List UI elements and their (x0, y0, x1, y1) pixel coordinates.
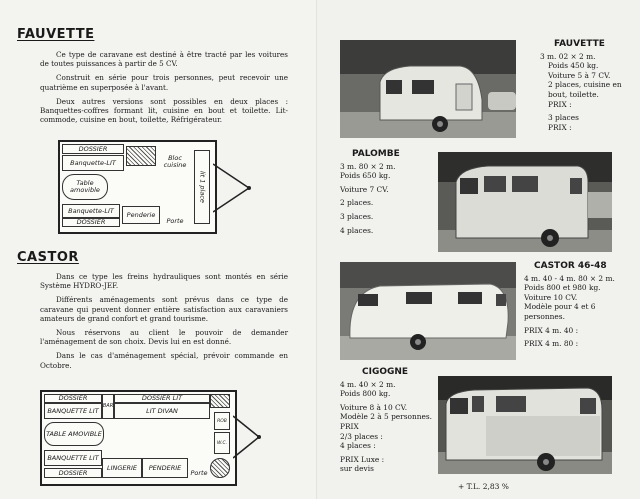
spec-line: 3 m. 80 × 2 m. (340, 161, 396, 171)
cigogne-photo (438, 376, 612, 474)
plan-dossier: DOSSIER (44, 468, 102, 478)
fauvette-floor-plan (58, 140, 217, 234)
plan-stove (210, 394, 230, 408)
plan-dossier-lit: DOSSIER LIT (114, 394, 210, 403)
plan-wc: W.C. (214, 432, 230, 454)
spec-line: PRIX 4 m. 80 : (524, 339, 579, 349)
spec-line: Voiture 10 CV. (524, 292, 578, 302)
fauvette-spec-title: FAUVETTE (554, 39, 605, 49)
castor-specs (524, 262, 636, 349)
tow-hitch-icon (233, 412, 263, 462)
right-page (318, 0, 640, 499)
left-page (0, 0, 318, 499)
plan-table: Table amovible (62, 174, 108, 200)
plan-dossier: DOSSIER (44, 394, 102, 403)
cigogne-spec-title: CIGOGNE (362, 367, 409, 377)
plan-toilet (210, 458, 230, 478)
plan-banquette: BANQUETTE LIT (44, 450, 102, 466)
spec-line: Voiture 8 à 10 CV. (340, 402, 408, 412)
spec-line: Modèle 2 à 5 personnes. (340, 412, 432, 422)
plan-dossier: DOSSIER (62, 218, 120, 227)
spec-line: Poids 650 kg. (340, 171, 391, 181)
spec-line: 4 places : (340, 441, 376, 451)
castor-heading: CASTOR (17, 250, 79, 265)
fauvette-specs (540, 40, 636, 132)
plan-banquette: Banquette-LIT (62, 155, 124, 171)
spec-line: Poids 450 kg. (548, 61, 599, 71)
fauvette-paragraph: Ce type de caravane est destiné à être tracté par les voitures de toutes puissances à partir de 5 CV. (40, 50, 288, 69)
spec-line: Voiture 7 CV. (340, 184, 389, 194)
tow-hitch-icon (213, 158, 253, 218)
plan-porte: Porte (190, 468, 208, 477)
plan-penderie: Penderie (122, 206, 160, 224)
spec-line: Voiture 5 à 7 CV. (548, 70, 611, 80)
plan-lingerie: LINGERIE (102, 458, 142, 478)
castor-description (40, 272, 288, 375)
spec-line: 4 m. 40 × 2 m. (340, 379, 396, 389)
castor-paragraph: Dans ce type les freins hydrauliques sont montés en série Système HYDRO-JEF. (40, 272, 288, 291)
spec-line: 3 places (548, 113, 579, 123)
plan-banquette: Banquette-LIT (62, 204, 120, 218)
spec-line: 3 m. 02 × 2 m. (540, 51, 596, 61)
fauvette-paragraph: Deux autres versions sont possibles en deux places : Banquettes-coffres formant lit, cuisine en bout et toilette. Lit-commode, cuisine en bout, toilette, Réfrigérateur. (40, 96, 288, 125)
plan-lit-place: lit 1 place (194, 150, 210, 224)
spec-line: 4 m. 40 - 4 m. 80 × 2 m. (524, 273, 615, 283)
spec-line: PRIX Luxe : (340, 454, 385, 464)
castor-paragraph: Différents aménagements sont prévus dans ce type de caravane qui peuvent donner entière satisfaction aux caravaniers amateurs de grand confort et grand tourisme. (40, 295, 288, 323)
spec-line: PRIX (340, 421, 359, 431)
spec-line: sur devis (340, 464, 374, 474)
castor-paragraph: Dans le cas d'aménagement spécial, prévoir commande en Octobre. (40, 351, 288, 370)
spec-line: 3 places. (340, 211, 374, 221)
spec-line: Modèle pour 4 et 6 personnes. (524, 302, 596, 321)
palombe-specs (340, 150, 440, 235)
plan-sink (126, 146, 156, 166)
plan-porte: Porte (166, 216, 184, 225)
plan-penderie: PENDERIE (142, 458, 188, 478)
fauvette-description (40, 50, 288, 129)
plan-bloc-cuisine: Bloc cuisine (163, 154, 187, 169)
spec-line: PRIX 4 m. 40 : (524, 325, 579, 335)
plan-banquette: BANQUETTE LIT (44, 403, 102, 419)
spec-line: 2/3 places : (340, 431, 383, 441)
plan-rob: ROB (214, 412, 230, 430)
spec-line: Poids 800 kg. (340, 389, 391, 399)
palombe-spec-title: PALOMBE (352, 149, 400, 159)
spec-line: PRIX : (548, 99, 572, 109)
plan-dossier: DOSSIER (62, 144, 124, 154)
fauvette-paragraph: Construit en série pour trois personnes, peut recevoir une quatrième en superposée à l'avant. (40, 73, 288, 92)
tax-note: + T.L. 2,83 % (458, 482, 509, 491)
spec-line: 2 places. (340, 198, 374, 208)
castor-spec-title: CASTOR 46-48 (534, 261, 607, 271)
cigogne-specs (340, 368, 440, 474)
plan-lit-divan: LIT DIVAN (114, 403, 210, 419)
fauvette-photo (340, 40, 516, 138)
spec-line: 4 places. (340, 225, 374, 235)
spec-line: 2 places, cuisine en bout, toilette. (548, 80, 622, 99)
spec-line: Poids 800 et 980 kg. (524, 283, 601, 293)
plan-table: TABLE AMOVIBLE (44, 422, 104, 446)
spec-line: PRIX : (548, 122, 572, 132)
fauvette-heading: FAUVETTE (17, 27, 95, 42)
castor-floor-plan (40, 390, 237, 486)
castor-photo (340, 262, 516, 360)
palombe-photo (438, 152, 612, 252)
castor-paragraph: Nous réservons au client le pouvoir de demander l'aménagement de son choix. Devis lui en est donné. (40, 328, 288, 347)
plan-box: BAR (102, 394, 114, 419)
